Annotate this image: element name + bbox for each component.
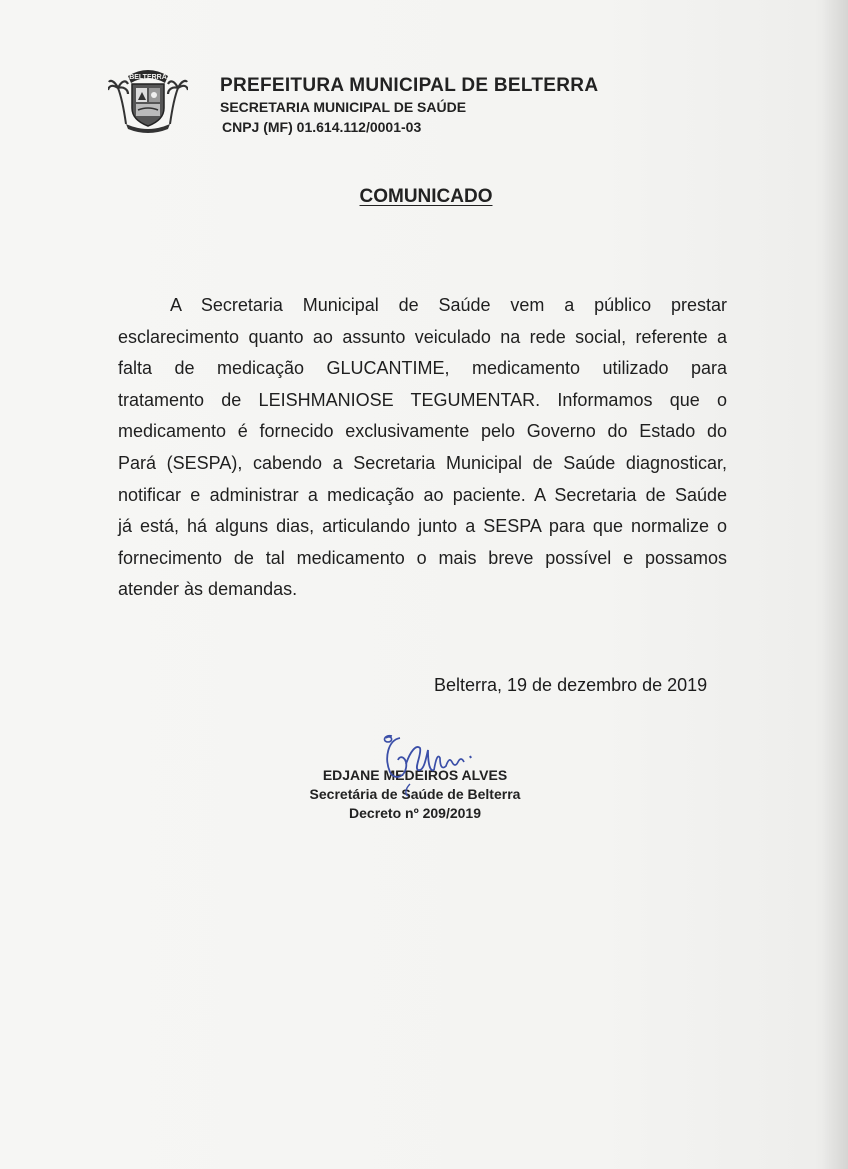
- body-paragraph: [118, 290, 727, 606]
- handwritten-signature-icon: [370, 728, 500, 798]
- institution-title: PREFEITURA MUNICIPAL DE BELTERRA: [220, 75, 599, 96]
- body-line: atender às demandas.: [118, 579, 298, 600]
- department-subtitle: SECRETARIA MUNICIPAL DE SAÚDE: [220, 99, 467, 115]
- body-line: A Secretaria Municipal de Saúde vem a público prestar: [170, 295, 727, 315]
- signatory-name: EDJANE MEDEIROS ALVES: [322, 767, 508, 783]
- signatory-role: Secretária de Saúde de Belterra: [309, 786, 521, 802]
- body-line: medicamento é fornecido exclusivamente pelo Governo do Estado do: [118, 421, 727, 442]
- date-line: Belterra, 19 de dezembro de 2019: [434, 675, 708, 695]
- body-line: Pará (SESPA), cabendo a Secretaria Municipal de Saúde diagnosticar,: [118, 452, 727, 473]
- page-edge-shadow: [822, 0, 848, 1169]
- body-line: já está, há alguns dias, articulando junto a SESPA para que normalize o: [118, 516, 727, 537]
- cnpj-number: CNPJ (MF) 01.614.112/0001-03: [222, 119, 422, 135]
- body-line: esclarecimento quanto ao assunto veiculado na rede social, referente a: [118, 326, 727, 347]
- body-line: tratamento de LEISHMANIOSE TEGUMENTAR. Informamos que o: [118, 389, 727, 410]
- signatory-decree: Decreto nº 209/2019: [349, 805, 481, 821]
- body-line: falta de medicação GLUCANTIME, medicamento utilizado para: [118, 358, 727, 379]
- municipal-crest-icon: [108, 62, 188, 134]
- svg-text:BELTERRA: BELTERRA: [129, 74, 167, 81]
- body-line: fornecimento de tal medicamento o mais breve possível e possamos: [118, 547, 727, 568]
- document-title: COMUNICADO: [359, 186, 493, 207]
- body-line: notificar e administrar a medicação ao paciente. A Secretaria de Saúde: [118, 484, 727, 505]
